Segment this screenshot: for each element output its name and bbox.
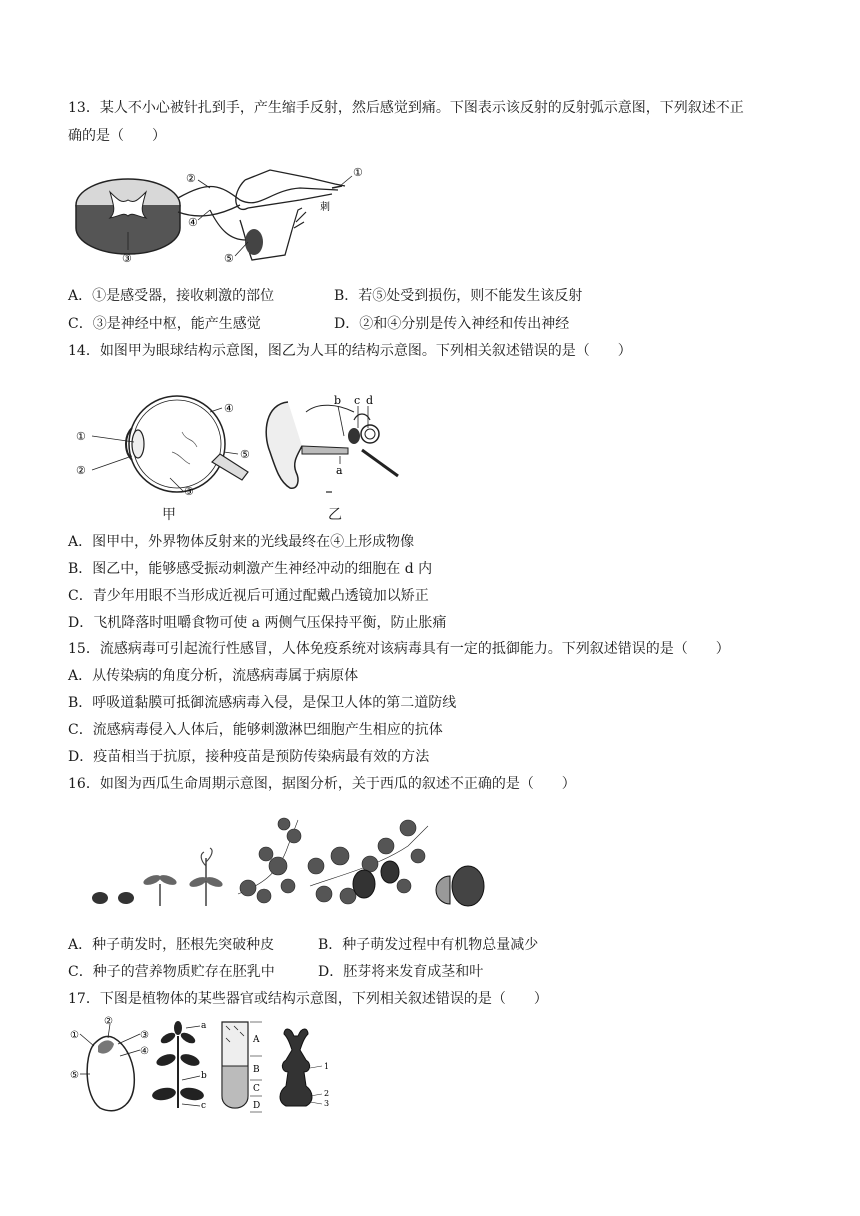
q14-option-a[interactable]: A．图甲中，外界物体反射来的光线最终在④上形成物像 — [68, 534, 415, 550]
plant-structures-figure — [70, 1016, 340, 1120]
bud-label-3: 3 — [324, 1099, 330, 1108]
seed-label-4: ④ — [140, 1046, 149, 1057]
eye-label-4: ④ — [224, 402, 234, 415]
reflex-label-3: ③ — [122, 252, 132, 265]
shoot-label-a: a — [201, 1021, 207, 1031]
eye-structure-figure — [72, 392, 258, 496]
q13-option-c[interactable]: C．③是神经中枢，能产生感觉 — [68, 316, 261, 332]
q17-stem: 17．下图是植物体的某些器官或结构示意图，下列相关叙述错误的是（ ） — [68, 991, 548, 1007]
q15-option-a[interactable]: A．从传染病的角度分析，流感病毒属于病原体 — [68, 668, 359, 684]
q14-option-b[interactable]: B．图乙中，能够感受振动刺激产生神经冲动的细胞在 d 内 — [68, 561, 433, 577]
q15-option-b[interactable]: B．呼吸道黏膜可抵御流感病毒入侵，是保卫人体的第二道防线 — [68, 695, 457, 711]
watermelon-life-cycle-figure — [88, 806, 488, 926]
seed-label-5: ⑤ — [70, 1070, 79, 1081]
q13-option-d[interactable]: D．②和④分别是传入神经和传出神经 — [334, 316, 570, 332]
reflex-label-5: ⑤ — [224, 252, 234, 265]
seed-label-2: ② — [104, 1016, 113, 1027]
reflex-arc-figure — [70, 160, 370, 275]
seed-label-1: ① — [70, 1030, 79, 1041]
q13-stem-line2: 确的是（ ） — [68, 128, 166, 144]
q16-stem: 16．如图为西瓜生命周期示意图，据图分析，关于西瓜的叙述不正确的是（ ） — [68, 776, 576, 792]
reflex-label-1: ① — [353, 166, 363, 179]
q13-stem-line1: 13．某人不小心被针扎到手，产生缩手反射，然后感觉到痛。下图表示该反射的反射弧示意图，下列叙述不正 — [68, 100, 744, 116]
q16-option-c[interactable]: C．种子的营养物质贮存在胚乳中 — [68, 964, 275, 980]
ear-label-b: b — [334, 394, 342, 407]
q14-stem: 14．如图甲为眼球结构示意图，图乙为人耳的结构示意图。下列相关叙述错误的是（ ） — [68, 343, 632, 359]
q16-option-b[interactable]: B．种子萌发过程中有机物总量减少 — [318, 937, 539, 953]
q16-option-d[interactable]: D．胚芽将来发育成茎和叶 — [318, 964, 484, 980]
eye-figure-caption: 甲 — [162, 507, 176, 523]
ear-structure-figure — [258, 392, 408, 496]
q13-option-b[interactable]: B．若⑤处受到损伤，则不能发生该反射 — [334, 288, 583, 304]
ear-label-d: d — [366, 394, 374, 407]
reflex-label-2: ② — [186, 172, 196, 185]
eye-label-1: ① — [76, 430, 86, 443]
ear-figure-caption: 乙 — [328, 507, 342, 523]
root-label-B: B — [253, 1065, 260, 1075]
bud-label-1: 1 — [324, 1062, 330, 1071]
ear-label-a: a — [336, 464, 343, 477]
ear-label-c: c — [354, 394, 361, 407]
root-label-A: A — [253, 1035, 260, 1045]
q15-option-d[interactable]: D．疫苗相当于抗原，接种疫苗是预防传染病最有效的方法 — [68, 749, 430, 765]
bud-label-2: 2 — [324, 1089, 330, 1098]
shoot-label-b: b — [201, 1071, 207, 1081]
q15-option-c[interactable]: C．流感病毒侵入人体后，能够刺激淋巴细胞产生相应的抗体 — [68, 722, 443, 738]
shoot-label-c: c — [201, 1101, 207, 1111]
eye-label-2: ② — [76, 464, 86, 477]
root-label-D: D — [253, 1101, 261, 1111]
q14-option-c[interactable]: C．青少年用眼不当形成近视后可通过配戴凸透镜加以矫正 — [68, 588, 429, 604]
reflex-label-stimulus: 刺 — [320, 202, 330, 213]
q15-stem: 15．流感病毒可引起流行性感冒，人体免疫系统对该病毒具有一定的抵御能力。下列叙述错误的是（ ） — [68, 641, 730, 657]
eye-label-5: ⑤ — [240, 448, 250, 461]
q16-option-a[interactable]: A．种子萌发时，胚根先突破种皮 — [68, 937, 275, 953]
reflex-label-4: ④ — [188, 216, 198, 229]
seed-label-3: ③ — [140, 1030, 149, 1041]
q14-option-d[interactable]: D．飞机降落时咀嚼食物可使 a 两侧气压保持平衡，防止胀痛 — [68, 615, 447, 631]
q13-option-a[interactable]: A．①是感受器，接收刺激的部位 — [68, 288, 275, 304]
root-label-C: C — [253, 1084, 260, 1094]
eye-label-3: ③ — [184, 485, 194, 496]
